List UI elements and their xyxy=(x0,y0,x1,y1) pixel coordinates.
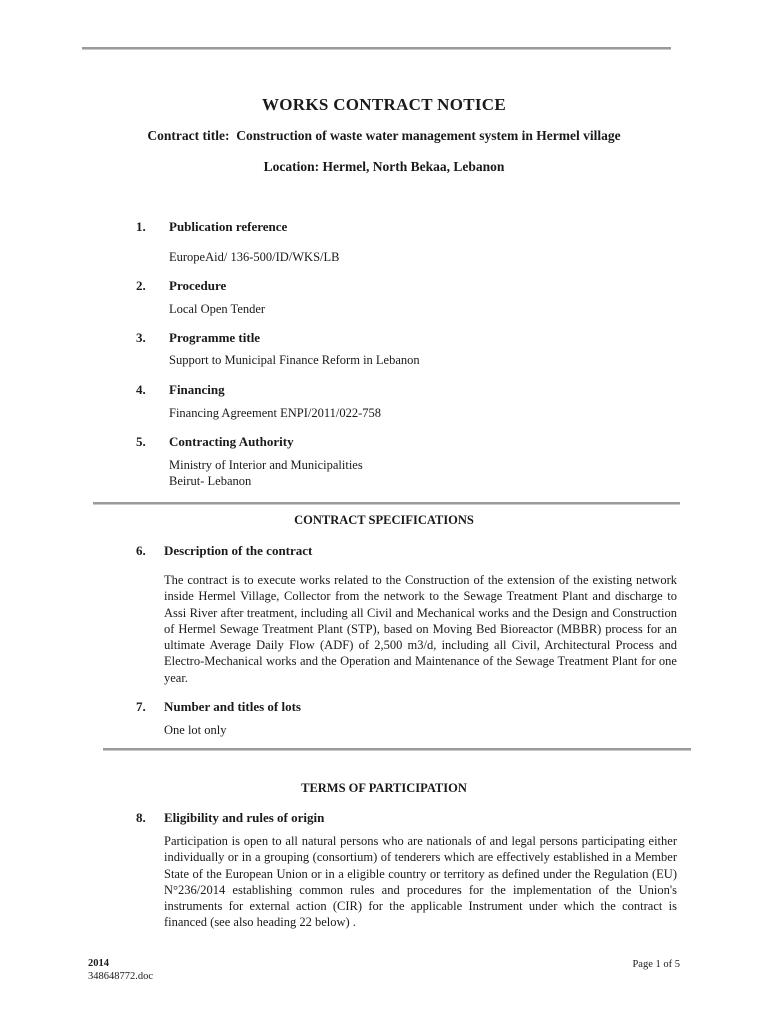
section-heading: Description of the contract xyxy=(164,543,313,558)
contract-description-body: The contract is to execute works related to the Construction of the extension of the existing network inside Hermel Village, Collector from the network to the Sewage Treatment Plant and discharge to Assi River after treatment, including all Civil and Mechanical works and the Design and Construction of Hermel Sewage Treatment Plant (STP), based on Moving Bed Bioreactor (MBBR) process for an ultimate Average Daily Flow (ADF) of 2,500 m3/d, including all Civil, Architectural Process and Electro-Mechanical works and the Operation and Maintenance of the Sewage Treatment Plant for one year. xyxy=(164,573,677,685)
section-heading: Number and titles of lots xyxy=(164,699,301,714)
eligibility-body: Participation is open to all natural persons who are nationals of and legal persons participating either individually or in a grouping (consortium) of tenderers which are effectively established in a Member State of the European Union or in a eligible country or territory as defined under the Regulation (EU) N°236/2014 establishing common rules and procedures for the implementation of the Union's instruments for external action (CIR) for the applicable Instrument under which the contract is financed (see also heading 22 below) . xyxy=(164,834,677,930)
section-body: Support to Municipal Finance Reform in Lebanon xyxy=(169,353,420,367)
section-number: 1. xyxy=(136,219,146,234)
section-divider xyxy=(103,748,691,751)
contract-title-label: Contract title: xyxy=(147,128,230,143)
section-heading: Eligibility and rules of origin xyxy=(164,810,325,825)
document-title: WORKS CONTRACT NOTICE xyxy=(261,95,507,114)
section-number: 5. xyxy=(136,434,146,449)
contract-title-value: Construction of waste water management system in Hermel village xyxy=(236,128,621,143)
section-number: 7. xyxy=(136,699,146,714)
section-body-line: Beirut- Lebanon xyxy=(169,474,252,488)
footer-year: 2014 xyxy=(88,958,109,969)
section-heading: Publication reference xyxy=(169,219,288,234)
section-number: 4. xyxy=(136,382,146,397)
section-body: One lot only xyxy=(164,723,227,737)
section-heading: Contracting Authority xyxy=(169,434,294,449)
section-heading: Financing xyxy=(169,382,225,397)
section-heading: Programme title xyxy=(169,330,261,345)
location-label: Location xyxy=(263,159,315,174)
location-line: Location: Hermel, North Bekaa, Lebanon xyxy=(263,159,505,174)
section-number: 3. xyxy=(136,330,146,345)
footer-filename: 348648772.doc xyxy=(88,971,154,982)
section-number: 2. xyxy=(136,278,146,293)
top-divider xyxy=(82,47,671,50)
section-number: 6. xyxy=(136,543,146,558)
section-number: 8. xyxy=(136,810,146,825)
location-value: Hermel, North Bekaa, Lebanon xyxy=(322,159,505,174)
footer-left xyxy=(88,957,153,983)
section-divider xyxy=(93,502,680,505)
section-body: EuropeAid/ 136-500/ID/WKS/LB xyxy=(169,250,340,264)
terms-of-participation-title: TERMS OF PARTICIPATION xyxy=(301,781,467,795)
section-body: Local Open Tender xyxy=(169,302,266,316)
section-body-line: Ministry of Interior and Municipalities xyxy=(169,458,363,472)
page-number: Page 1 of 5 xyxy=(632,959,680,970)
section-body: Financing Agreement ENPI/2011/022-758 xyxy=(169,406,382,420)
contract-title-line xyxy=(0,128,768,144)
contract-specifications-title: CONTRACT SPECIFICATIONS xyxy=(294,513,474,527)
section-heading: Procedure xyxy=(169,278,227,293)
